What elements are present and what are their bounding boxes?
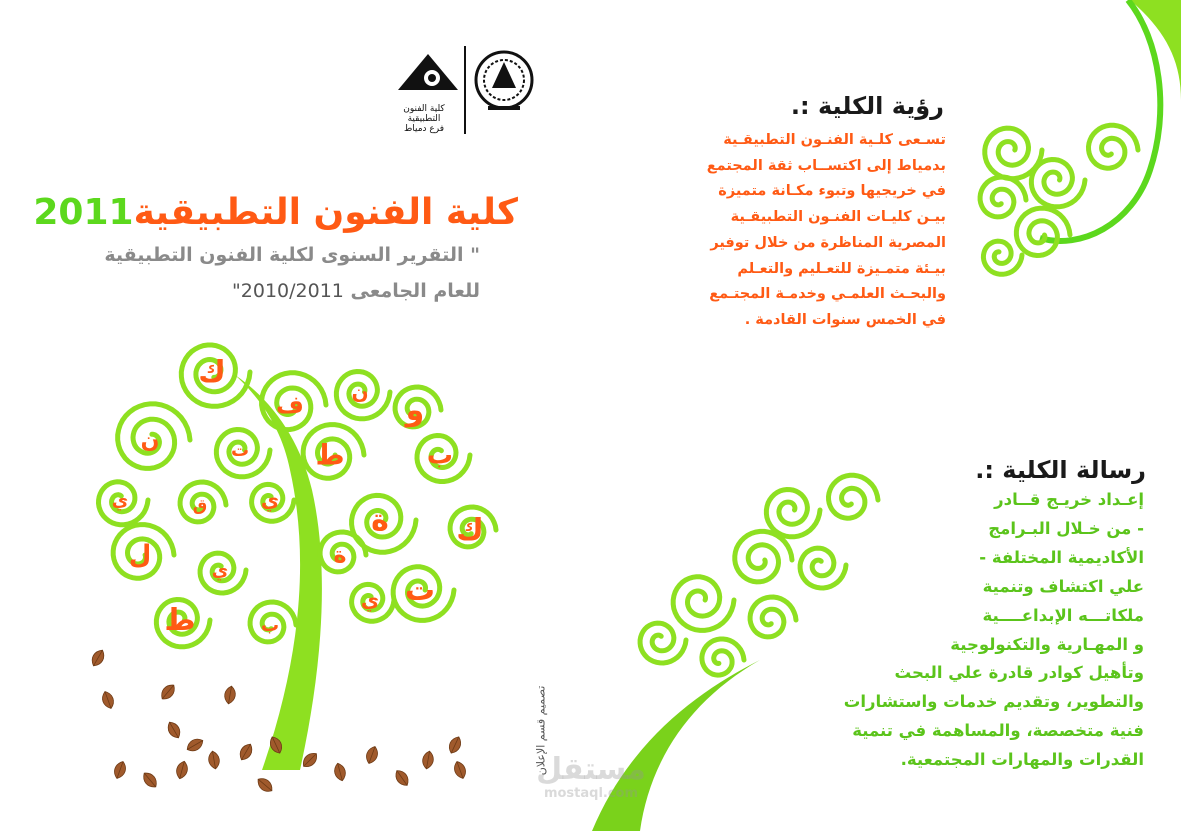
green-stem-bottom [592, 660, 760, 831]
tree-letter: ك [456, 513, 484, 548]
tree-letter: ت [404, 573, 436, 608]
watermark [516, 754, 666, 802]
mission-line: علي اكتشاف وتنمية [982, 576, 1144, 596]
vision-heading: رؤية الكلية :. [790, 92, 944, 120]
tree-letter: ط [315, 438, 345, 472]
tree-letter: و [405, 393, 425, 428]
tree-letter: ن [140, 428, 160, 454]
mission-line: و المهـارية والتكنولوجية [950, 634, 1144, 654]
tree-letter: ط [164, 603, 196, 638]
falling-leaf [165, 720, 183, 741]
falling-leaf [421, 750, 434, 770]
swirl-shape [702, 639, 744, 675]
falling-leaf [207, 750, 220, 770]
swirl-shape [673, 577, 734, 631]
tree-letter: ي [211, 560, 229, 581]
falling-leaf [237, 742, 255, 763]
vision-line: بيـئة متمـيزة للتعـليم والتعـلم [737, 260, 946, 277]
falling-leaf [158, 682, 178, 703]
logo-separator [464, 46, 466, 134]
vision-line: بدمياط إلى اكتســاب ثقة المجتمع [706, 157, 946, 174]
falling-leaf [89, 648, 107, 669]
swirl-shape [640, 623, 686, 663]
mission-line: إعـداد خريـج قــادر [994, 490, 1144, 509]
faculty-caption-line1: كلية الفنون التطبيقية [403, 104, 445, 124]
swirl-shape [983, 241, 1022, 274]
faculty-caption-line2: فرع دمياط [403, 124, 445, 134]
mission-line: القدرات والمهارات المجتمعية. [900, 750, 1144, 770]
logo-block [388, 44, 548, 134]
tree-letter: ب [260, 615, 280, 636]
falling-leaf [446, 735, 463, 756]
cover-title-year: 2011 [33, 192, 134, 233]
swirl-shape [1031, 160, 1085, 207]
mission-heading: رسالة الكلية :. [975, 456, 1146, 484]
mission-line: فنية متخصصة، والمساهمة في تنمية [852, 721, 1144, 741]
tree-letter: ت [230, 440, 250, 461]
tree-letter: ي [111, 490, 129, 511]
mission-body [780, 486, 1144, 775]
tree-letter: ة [371, 503, 389, 538]
vision-line: بيـن كليـات الفنـون التطبيقـية [730, 209, 946, 226]
tree-letter: ي [360, 587, 380, 612]
falling-leaf [100, 690, 116, 711]
mission-line: ملكاتـــه الإبداعــــية [982, 605, 1144, 625]
falling-leaf [255, 775, 276, 795]
cover-subtitle-prefix: للعام الجامعى [350, 280, 480, 302]
tree-letter: ف [276, 391, 304, 419]
tree-letter: ل [128, 540, 152, 571]
design-credit-text: تصميم قسم الإعلان [534, 685, 548, 776]
swirl-shape [1016, 208, 1070, 255]
watermark-arabic: مستقل [536, 752, 646, 787]
falling-leaf [140, 770, 160, 791]
mission-line: - من خـلال البـرامج [988, 518, 1144, 538]
tree-letter: ن [351, 379, 369, 404]
falling-leaf [452, 760, 468, 781]
falling-leaf [364, 745, 380, 766]
falling-leaf [112, 760, 128, 781]
swirl-shape [1089, 125, 1139, 168]
tree-letter: ق [192, 495, 208, 515]
swirl-shape [980, 177, 1026, 217]
cover-title-text: كلية الفنون التطبيقية [133, 192, 518, 233]
cover-subtitle-line2 [150, 280, 480, 302]
tree-letter: ة [333, 543, 347, 569]
falling-leaf [175, 760, 190, 780]
falling-leaf [393, 768, 412, 789]
tree-letter: ي [260, 487, 280, 512]
watermark-latin: mostaql.com [543, 786, 639, 801]
faculty-logo-caption [388, 104, 460, 134]
vision-line: في خريجيها وتبوء مكـانة متميزة [718, 183, 946, 200]
tree-letter: ب [426, 440, 454, 471]
tree-letter: ك [198, 355, 226, 390]
vision-line: المصرية المناظرة من خلال توفير [710, 234, 946, 251]
mission-line: الأكاديمية المختلفة - [979, 547, 1144, 567]
vision-line: في الخمس سنوات القادمة . [744, 311, 946, 328]
cover-subtitle-line1: " التقرير السنوى لكلية الفنون التطبيقية [104, 244, 480, 266]
mission-line: والتطوير، وتقديم خدمات واستشارات [843, 692, 1144, 712]
falling-leaf [223, 685, 236, 705]
falling-leaf [333, 762, 348, 782]
vision-body [640, 128, 946, 334]
vision-line: تسـعى كلـية الفنـون التطبيقـية [723, 132, 946, 148]
mission-line: وتأهيل كوادر قادرة علي البحث [894, 663, 1144, 683]
cover-title [33, 192, 518, 233]
vision-line: والبحـث العلمـي وخدمـة المجتـمع [709, 286, 946, 303]
falling-leaf [185, 736, 206, 754]
cover-subtitle-years: 2010/2011" [232, 280, 344, 302]
